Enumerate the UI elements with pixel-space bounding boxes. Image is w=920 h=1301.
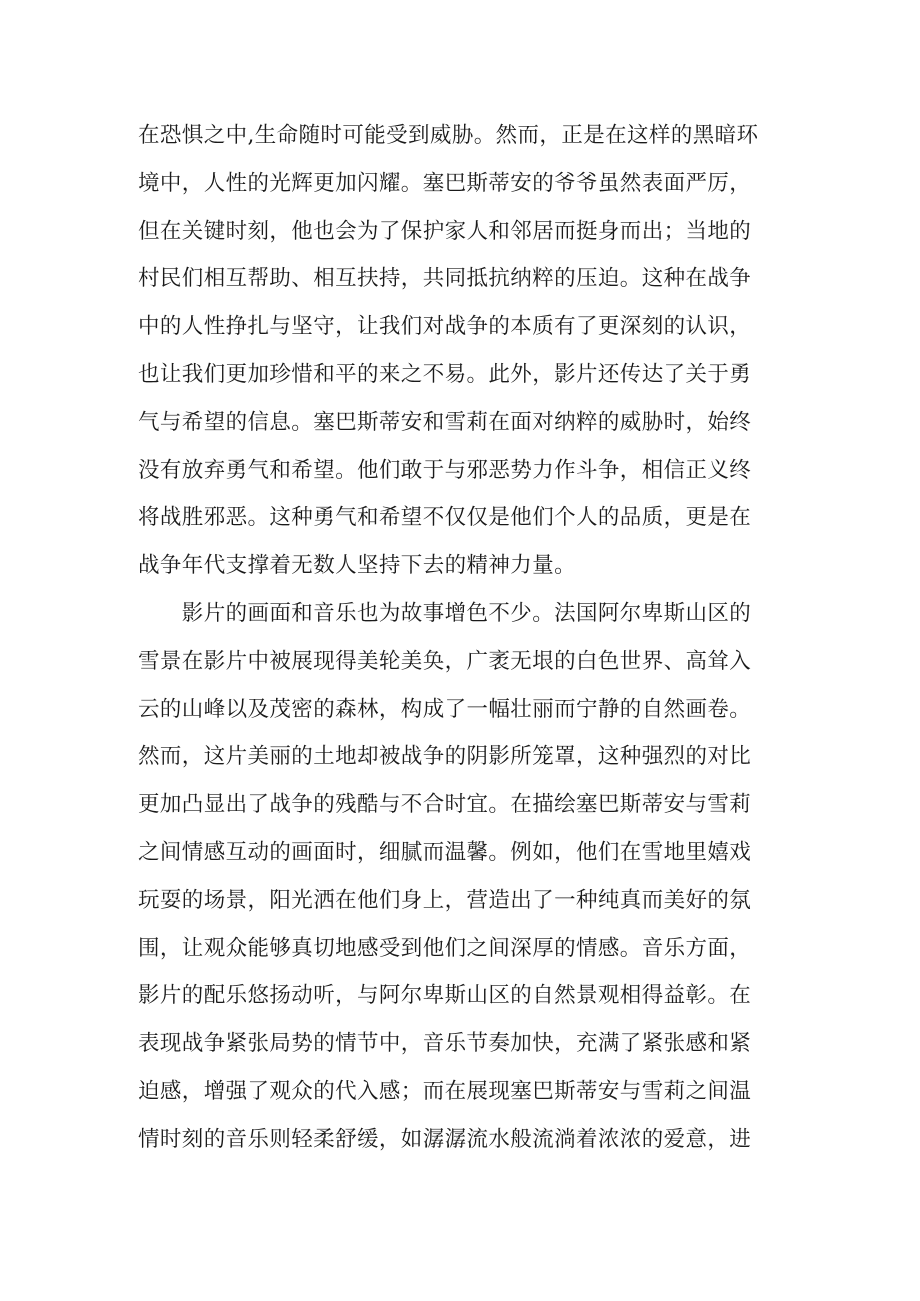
text-line: 村民们相互帮助、相互扶持，共同抵抗纳粹的压迫。这种在战争	[138, 266, 752, 292]
text-line: 在恐惧之中,生命随时可能受到威胁。然而，正是在这样的黑暗环	[138, 123, 759, 148]
text-line: 也让我们更加珍惜和平的来之不易。此外，影片还传达了关于勇	[138, 361, 752, 387]
text-line: 更加凸显出了战争的残酷与不合时宜。在描绘塞巴斯蒂安与雪莉	[138, 792, 752, 818]
text-line: 影片的画面和音乐也为故事增色不少。法国阿尔卑斯山区的	[138, 600, 752, 626]
paragraph-1	[138, 112, 786, 590]
text-line: 玩耍的场景，阳光洒在他们身上，营造出了一种纯真而美好的氛	[138, 887, 752, 913]
paragraph-2	[138, 590, 786, 1164]
text-line: 雪景在影片中被展现得美轮美奂，广袤无垠的白色世界、高耸入	[138, 648, 752, 674]
text-line: 云的山峰以及茂密的森林，构成了一幅壮丽而宁静的自然画卷。	[138, 696, 752, 722]
document-body	[138, 112, 786, 1164]
text-line: 然而，这片美丽的土地却被战争的阴影所笼罩，这种强烈的对比	[138, 744, 752, 770]
text-line: 影片的配乐悠扬动听，与阿尔卑斯山区的自然景观相得益彰。在	[138, 983, 752, 1009]
text-line: 迫感，增强了观众的代入感；而在展现塞巴斯蒂安与雪莉之间温	[138, 1078, 752, 1104]
text-line: 中的人性挣扎与坚守，让我们对战争的本质有了更深刻的认识，	[138, 314, 752, 340]
text-line: 气与希望的信息。塞巴斯蒂安和雪莉在面对纳粹的威胁时，始终	[138, 409, 752, 435]
text-line: 表现战争紧张局势的情节中，音乐节奏加快，充满了紧张感和紧	[138, 1031, 752, 1057]
text-line: 之间情感互动的画面时，细腻而温馨。例如，他们在雪地里嬉戏	[138, 839, 752, 865]
text-line: 将战胜邪恶。这种勇气和希望不仅仅是他们个人的品质，更是在	[138, 505, 752, 531]
text-line: 情时刻的音乐则轻柔舒缓，如潺潺流水般流淌着浓浓的爱意，进	[138, 1126, 752, 1152]
text-line: 境中，人性的光辉更加闪耀。塞巴斯蒂安的爷爷虽然表面严厉，	[138, 170, 752, 196]
text-line: 围，让观众能够真切地感受到他们之间深厚的情感。音乐方面，	[138, 935, 752, 961]
text-line: 战争年代支撑着无数人坚持下去的精神力量。	[138, 553, 577, 579]
text-line: 没有放弃勇气和希望。他们敢于与邪恶势力作斗争，相信正义终	[138, 457, 752, 483]
text-line: 但在关键时刻，他也会为了保护家人和邻居而挺身而出；当地的	[138, 218, 752, 244]
